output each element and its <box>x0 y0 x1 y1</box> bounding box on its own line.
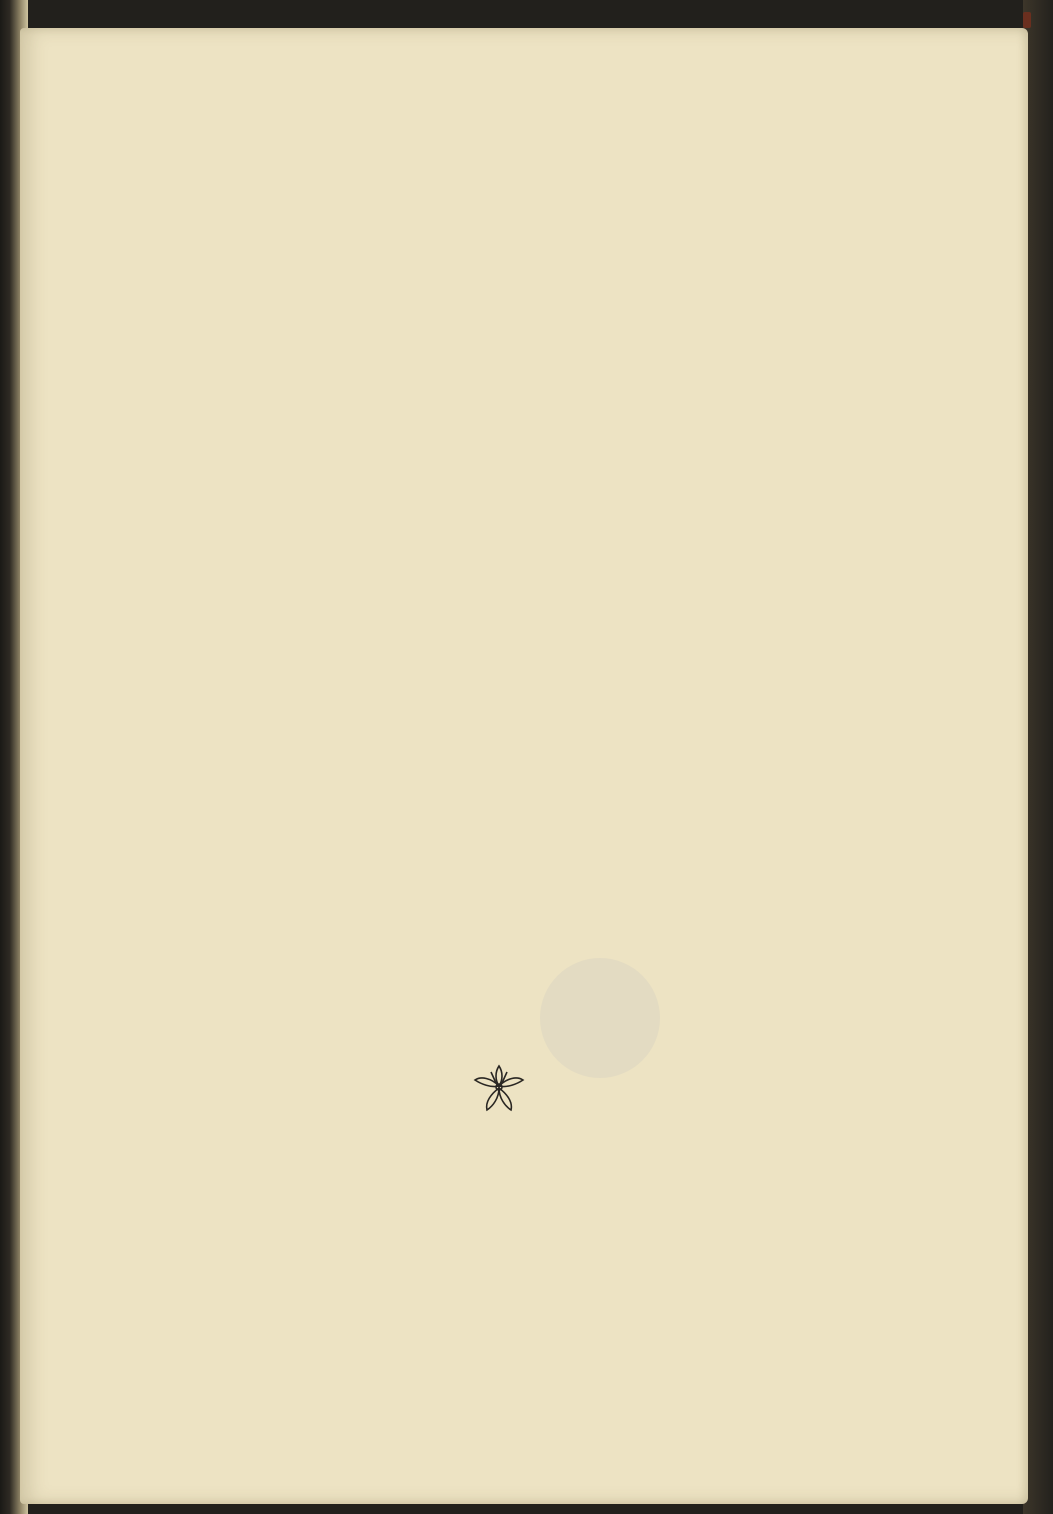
scan-mark <box>1023 12 1031 28</box>
fleuron-icon <box>469 1058 529 1118</box>
faint-stamp <box>540 958 660 1078</box>
page-sheet <box>20 28 1028 1504</box>
